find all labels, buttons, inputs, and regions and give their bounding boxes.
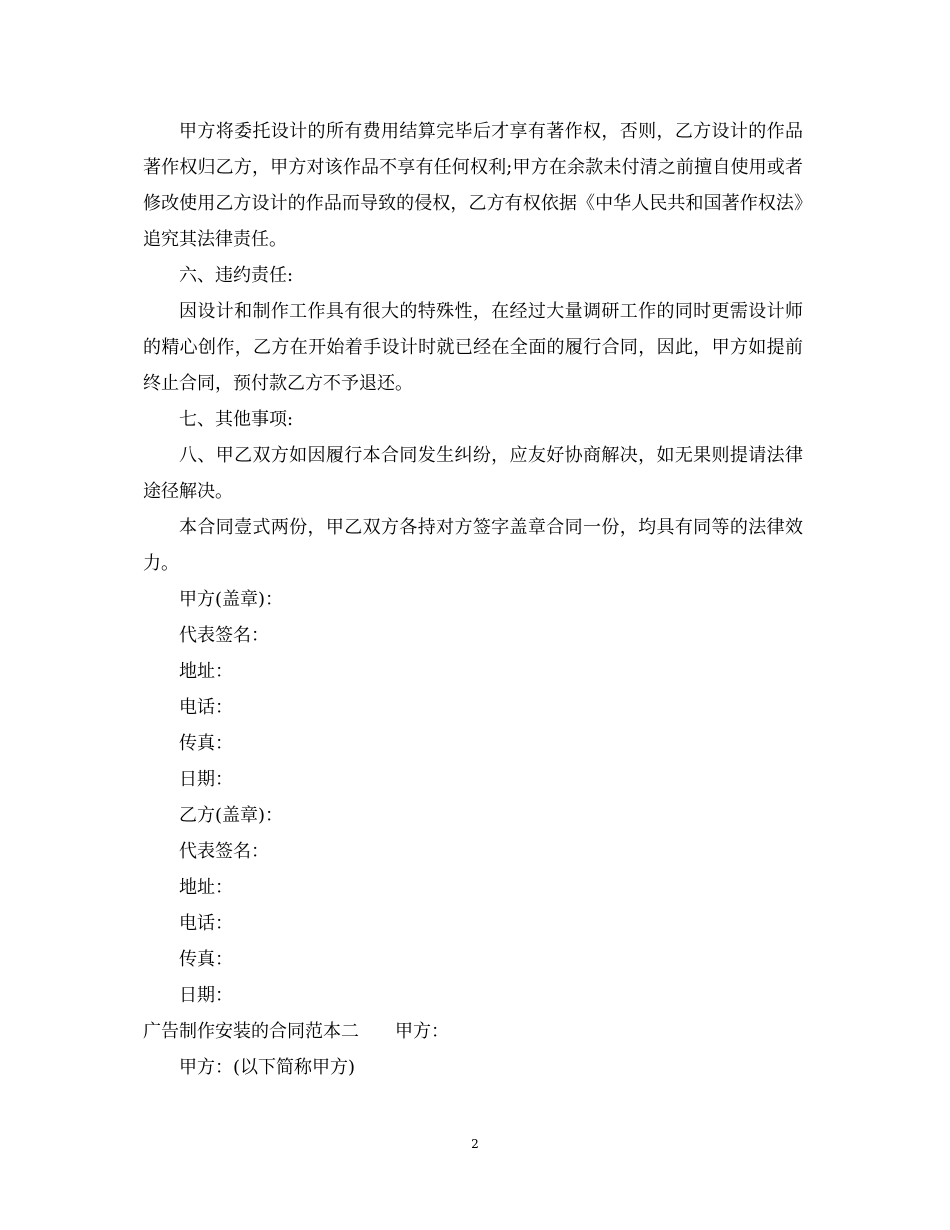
party-b-representative-field: 代表签名：: [179, 841, 269, 862]
page-number: 2: [471, 1137, 479, 1151]
next-section-title: 广告制作安装的合同范本二: [143, 1021, 359, 1042]
party-b-seal-field: 乙方(盖章)：: [179, 805, 284, 826]
copyright-clause: 甲方将委托设计的所有费用结算完毕后才享有著作权，否则，乙方设计的作品著作权归乙方，甲方对该作品不享有任何权利;甲方在余款未付清之前擅自使用或者修改使用乙方设计的作品而导致的侵权，乙方有权依据《中华人民共和国著作权法》追究其法律责任。: [143, 121, 803, 250]
copies-clause: 本合同壹式两份，甲乙双方各持对方签字盖章合同一份，均具有同等的法律效力。: [143, 517, 803, 574]
party-a-fax-field: 传真：: [179, 733, 233, 754]
party-b-date-field: 日期：: [179, 985, 233, 1006]
section-seven-heading: 七、其他事项:: [179, 409, 294, 430]
party-b-signature-block: [143, 798, 803, 1014]
next-section-party-label: 甲方：: [395, 1021, 449, 1042]
party-a-signature-block: [143, 582, 803, 798]
party-a-date-field: 日期：: [179, 769, 233, 790]
party-b-phone-field: 电话：: [179, 913, 233, 934]
dispute-clause: 八、甲乙双方如因履行本合同发生纠纷，应友好协商解决，如无果则提请法律途径解决。: [143, 445, 803, 502]
party-b-fax-field: 传真：: [179, 949, 233, 970]
party-a-representative-field: 代表签名：: [179, 625, 269, 646]
document-body: [143, 114, 803, 1086]
section-six-heading: 六、违约责任:: [179, 265, 294, 286]
party-a-seal-field: 甲方(盖章)：: [179, 589, 284, 610]
next-section-heading: [143, 1014, 803, 1050]
next-section-first-line: 甲方：(以下简称甲方): [179, 1057, 356, 1078]
party-a-phone-field: 电话：: [179, 697, 233, 718]
party-a-address-field: 地址：: [179, 661, 233, 682]
party-b-address-field: 地址：: [179, 877, 233, 898]
breach-clause: 因设计和制作工作具有很大的特殊性，在经过大量调研工作的同时更需设计师的精心创作，乙方在开始着手设计时就已经在全面的履行合同，因此，甲方如提前终止合同，预付款乙方不予退还。: [143, 301, 803, 394]
